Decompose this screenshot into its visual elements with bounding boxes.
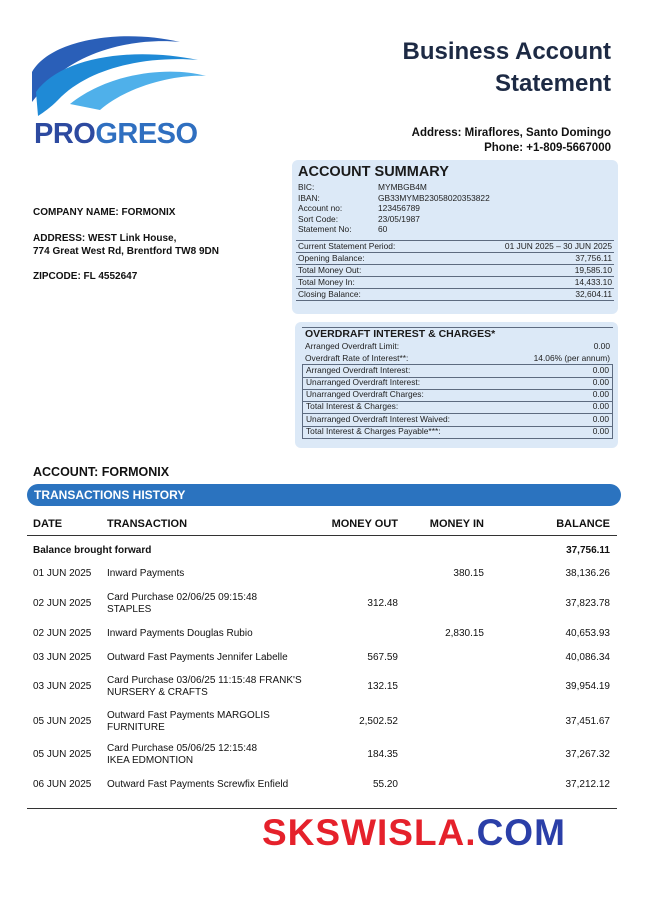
overdraft-row: Unarranged Overdraft Charges: 0.00 <box>302 389 613 402</box>
tx-date: 03 JUN 2025 <box>33 652 92 663</box>
summary-detail-label: BIC: <box>298 182 315 192</box>
brand-name: PROGRESO <box>34 118 198 150</box>
summary-detail-label: Statement No: <box>298 224 352 234</box>
tx-money-in: 2,830.15 <box>445 628 484 639</box>
tx-balance: 37,212.12 <box>565 779 610 790</box>
tx-description-line-2: FURNITURE <box>107 722 165 733</box>
statement-number-value: 60 <box>378 224 388 234</box>
overdraft-row: Arranged Overdraft Interest: 0.00 <box>302 364 613 378</box>
overdraft-row: Total Interest & Charges: 0.00 <box>302 401 613 414</box>
overdraft-row: Unarranged Overdraft Interest: 0.00 <box>302 377 613 390</box>
brought-forward-label: Balance brought forward <box>33 545 152 556</box>
statement-title <box>351 36 611 100</box>
tx-date: 02 JUN 2025 <box>33 628 92 639</box>
summary-detail-label: Sort Code: <box>298 213 339 224</box>
table-bottom-line <box>27 808 617 809</box>
tx-description: Outward Fast Payments Jennifer Labelle <box>107 652 288 663</box>
col-header-money-out: MONEY OUT <box>331 518 398 530</box>
bank-logo <box>30 32 210 157</box>
tx-date: 05 JUN 2025 <box>33 749 92 760</box>
tx-date: 02 JUN 2025 <box>33 598 92 609</box>
tx-description: Card Purchase 02/06/25 09:15:48 <box>107 592 258 603</box>
summary-row: Total Money Out: 19,585.10 <box>298 265 612 275</box>
account-summary-title: ACCOUNT SUMMARY <box>298 164 449 180</box>
tx-money-out: 132.15 <box>367 681 398 692</box>
title-line-2: Statement <box>494 70 611 97</box>
tx-money-out: 2,502.52 <box>359 716 398 727</box>
tx-description-line-2: IKEA EDMONTION <box>107 755 194 766</box>
tx-balance: 37,451.67 <box>565 716 610 727</box>
tx-money-in: 380.15 <box>453 568 484 579</box>
tx-date: 01 JUN 2025 <box>33 568 92 579</box>
overdraft-row: Total Interest & Charges Payable***: 0.00 <box>302 426 613 439</box>
summary-detail-label: IBAN: <box>298 192 320 203</box>
tx-description: Inward Payments <box>107 568 185 579</box>
watermark: SKSWISLA.COM <box>262 812 566 853</box>
swoosh-logo-icon <box>30 32 210 122</box>
tx-balance: 40,086.34 <box>565 652 610 663</box>
company-name: COMPANY NAME: FORMONIX <box>33 207 176 218</box>
iban-value: GB33MYMB23058020353822 <box>378 192 490 203</box>
tx-description: Card Purchase 03/06/25 11:15:48 FRANK'S <box>107 675 302 686</box>
tx-description: Outward Fast Payments Screwfix Enfield <box>107 779 289 790</box>
summary-row: Opening Balance: 37,756.11 <box>298 253 612 263</box>
overdraft-panel <box>295 322 618 448</box>
bic-value: MYMBGB4M <box>378 182 427 192</box>
tx-balance: 40,653.93 <box>565 628 610 639</box>
overdraft-row: Arranged Overdraft Limit: 0.00 <box>305 341 610 351</box>
account-label: ACCOUNT: FORMONIX <box>33 465 170 479</box>
company-address <box>33 232 219 258</box>
tx-date: 06 JUN 2025 <box>33 779 92 790</box>
overdraft-title: OVERDRAFT INTEREST & CHARGES* <box>305 328 496 340</box>
header-divider <box>27 535 617 536</box>
tx-money-out: 55.20 <box>372 779 398 790</box>
tx-balance: 39,954.19 <box>565 681 610 692</box>
summary-row: Closing Balance: 32,604.11 <box>298 289 612 299</box>
summary-row: Total Money In: 14,433.10 <box>298 277 612 287</box>
sort-code-value: 23/05/1987 <box>378 213 420 224</box>
tx-description: Outward Fast Payments MARGOLIS <box>107 710 270 721</box>
col-header-transaction: TRANSACTION <box>107 518 188 530</box>
account-summary-panel <box>292 160 618 314</box>
company-address-line-2: 774 Great West Rd, Brentford TW8 9DN <box>33 246 219 257</box>
summary-detail-values <box>378 182 578 235</box>
company-zipcode: ZIPCODE: FL 4552647 <box>33 271 138 282</box>
tx-description-line-2: STAPLES <box>107 604 152 615</box>
tx-balance: 37,267.32 <box>565 749 610 760</box>
bank-address: Address: Miraflores, Santo Domingo <box>411 127 611 139</box>
tx-balance: 38,136.26 <box>565 568 610 579</box>
overdraft-row: Unarranged Overdraft Interest Waived: 0.00 <box>302 414 613 427</box>
summary-detail-labels <box>298 182 378 235</box>
overdraft-row: Overdraft Rate of Interest**: 14.06% (per annum) <box>305 353 610 363</box>
brought-forward-balance: 37,756.11 <box>566 545 610 556</box>
col-header-date: DATE <box>33 518 63 530</box>
bank-contact <box>291 126 611 156</box>
summary-row: Current Statement Period: 01 JUN 2025 – 30 JUN 2025 <box>298 241 612 251</box>
tx-balance: 37,823.78 <box>565 598 610 609</box>
col-header-money-in: MONEY IN <box>429 518 484 530</box>
transactions-history-header: TRANSACTIONS HISTORY <box>27 484 621 506</box>
col-header-balance: BALANCE <box>556 518 610 530</box>
tx-date: 05 JUN 2025 <box>33 716 92 727</box>
tx-description: Inward Payments Douglas Rubio <box>107 628 253 639</box>
tx-money-out: 312.48 <box>367 598 398 609</box>
tx-description-line-2: NURSERY & CRAFTS <box>107 687 208 698</box>
company-address-line-1: ADDRESS: WEST Link House, <box>33 233 177 244</box>
tx-money-out: 184.35 <box>367 749 398 760</box>
tx-money-out: 567.59 <box>367 652 398 663</box>
summary-detail-label: Account no: <box>298 203 343 213</box>
title-line-1: Business Account <box>402 38 611 65</box>
account-number-value: 123456789 <box>378 203 420 213</box>
tx-description: Card Purchase 05/06/25 12:15:48 <box>107 743 258 754</box>
bank-phone: Phone: +1-809-5667000 <box>484 142 611 154</box>
tx-date: 03 JUN 2025 <box>33 681 92 692</box>
